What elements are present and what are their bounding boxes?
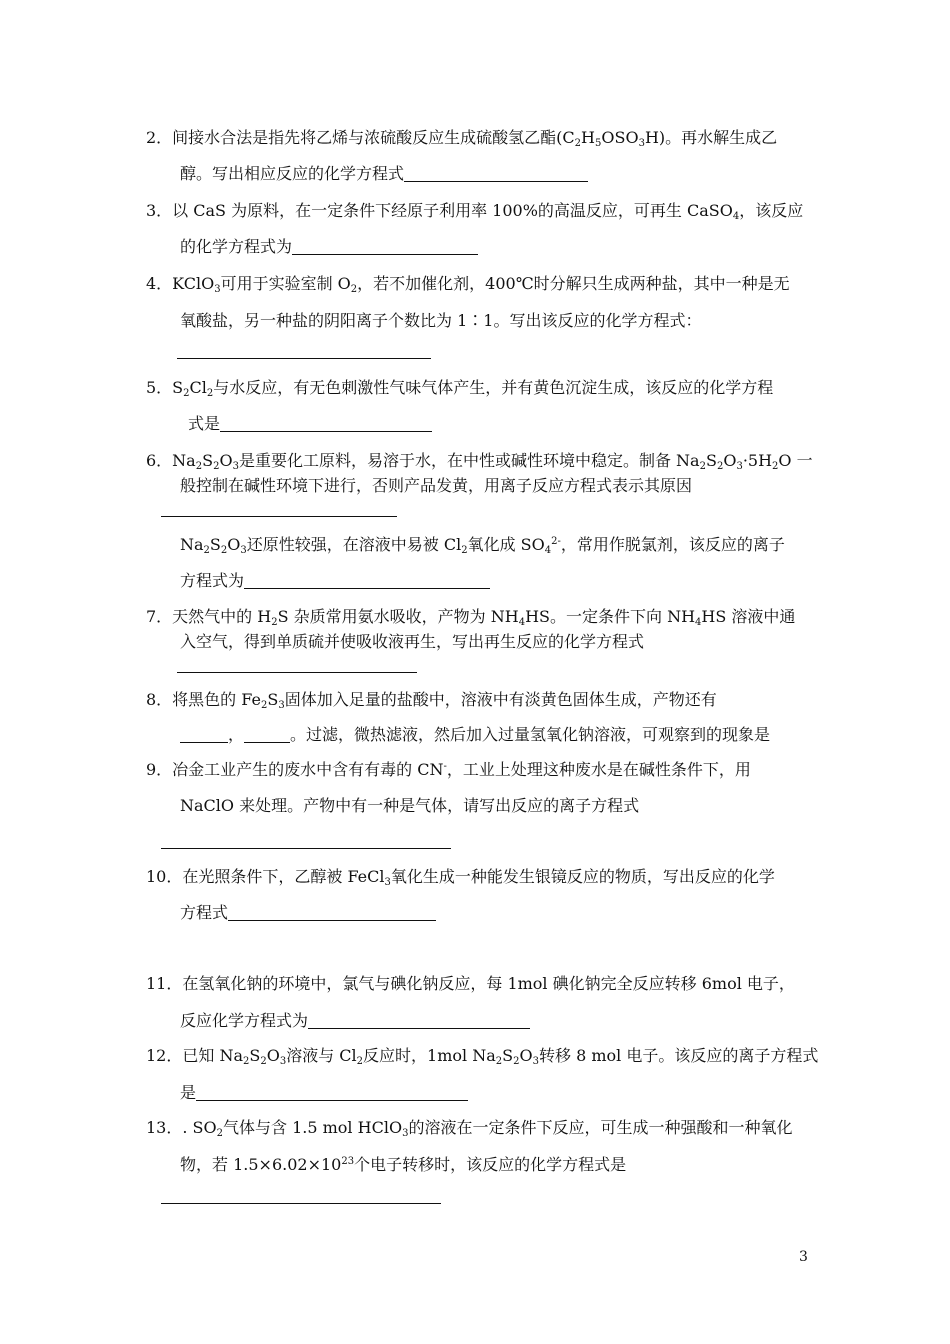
- question-2-line-1: 2．间接水合法是指先将乙烯与浓硫酸反应生成硫酸氢乙酯$(C_2H_5OSO_3H)$。再水解生成乙: [146, 128, 778, 149]
- answer-blank[interactable]: [196, 1084, 468, 1101]
- question-3-line-2: 的化学方程式为: [180, 237, 478, 257]
- answer-blank[interactable]: [161, 1203, 441, 1204]
- answer-blank[interactable]: [404, 165, 588, 182]
- page-number: 3: [799, 1249, 808, 1265]
- question-6-part-2-line-1: $Na_2S_2O_3$还原性较强，在溶液中易被 $Cl_2$氧化成 $SO_4^{2-}$，常用作脱氯剂，该反应的离子: [180, 535, 785, 556]
- question-7-line-2: 入空气，得到单质硫并使吸收液再生，写出再生反应的化学方程式: [180, 632, 645, 651]
- question-11-line-2: 反应化学方程式为: [180, 1011, 530, 1031]
- answer-blank[interactable]: [292, 238, 478, 255]
- question-6-part-2-line-2: 方程式为: [180, 571, 490, 591]
- answer-blank[interactable]: [308, 1012, 530, 1029]
- answer-blank[interactable]: [161, 516, 397, 517]
- question-8-line-1: 8．将黑色的 $Fe_2S_3$固体加入足量的盐酸中，溶液中有淡黄色固体生成，产物还有: [146, 690, 717, 711]
- question-9-line-2: NaClO 来处理。产物中有一种是气体，请写出反应的离子方程式: [180, 796, 640, 815]
- question-10-line-1: 10．在光照条件下，乙醇被 FeCl$_3$氧化生成一种能发生银镜反应的物质，写出反应的化学: [146, 867, 775, 888]
- question-5-line-2: 式是: [188, 414, 432, 434]
- question-2-line-2: 醇。写出相应反应的化学方程式: [180, 164, 588, 184]
- question-6-line-1: 6．$Na_2S_2O_3$是重要化工原料，易溶于水，在中性或碱性环境中稳定。制备 $Na_2S_2O_3\cdot 5H_2O$ 一: [146, 451, 813, 472]
- answer-blank[interactable]: [244, 726, 290, 743]
- question-13-line-1: 13．. $SO_2$气体与含 1.5 mol HClO$_3$的溶液在一定条件下反应，可生成一种强酸和一种氧化: [146, 1118, 793, 1139]
- answer-blank[interactable]: [244, 572, 490, 589]
- question-12-line-1: 12．已知 $Na_2S_2O_3$溶液与 $Cl_2$反应时，1mol $Na_2S_2O_3$转移 8 mol 电子。该反应的离子方程式: [146, 1046, 819, 1067]
- answer-blank[interactable]: [177, 358, 431, 359]
- answer-blank[interactable]: [180, 726, 228, 743]
- question-8-line-2: ， 。过滤，微热滤液，然后加入过量氢氧化钠溶液，可观察到的现象是: [180, 725, 770, 745]
- question-3-line-1: 3．以 CaS 为原料，在一定条件下经原子利用率 100%的高温反应，可再生 CaSO$_4$，该反应: [146, 201, 804, 222]
- question-4-line-2: 氧酸盐，另一种盐的阴阳离子个数比为 1∶1。写出该反应的化学方程式：: [180, 311, 702, 330]
- answer-blank[interactable]: [220, 415, 432, 432]
- question-5-line-1: 5．$S_2Cl_2$与水反应，有无色刺激性气味气体产生，并有黄色沉淀生成，该反应的化学方程: [146, 378, 774, 399]
- question-9-line-1: 9．冶金工业产生的废水中含有有毒的 CN-，工业上处理这种废水是在碱性条件下，用: [146, 760, 751, 779]
- question-11-line-1: 11．在氢氧化钠的环境中，氯气与碘化钠反应，每 1mol 碘化钠完全反应转移 6mol 电子，: [146, 974, 795, 993]
- question-6-line-2: 般控制在碱性环境下进行，否则产品发黄，用离子反应方程式表示其原因: [180, 476, 693, 495]
- question-4-line-1: 4．KClO$_3$可用于实验室制 $O_2$，若不加催化剂，400℃时分解只生成两种盐，其中一种是无: [146, 274, 790, 295]
- question-13-line-2: 物，若 $1.5\times 6.02\times 10^{23}$个电子转移时，该反应的化学方程式是: [180, 1155, 627, 1174]
- question-7-line-1: 7．天然气中的 $H_2S$ 杂质常用氨水吸收，产物为 $NH_4HS$。一定条件下向 $NH_4HS$ 溶液中通: [146, 607, 796, 628]
- answer-blank[interactable]: [228, 904, 436, 921]
- answer-blank[interactable]: [161, 848, 451, 849]
- answer-blank[interactable]: [177, 672, 417, 673]
- question-12-line-2: 是: [180, 1083, 468, 1103]
- question-10-line-2: 方程式: [180, 903, 436, 923]
